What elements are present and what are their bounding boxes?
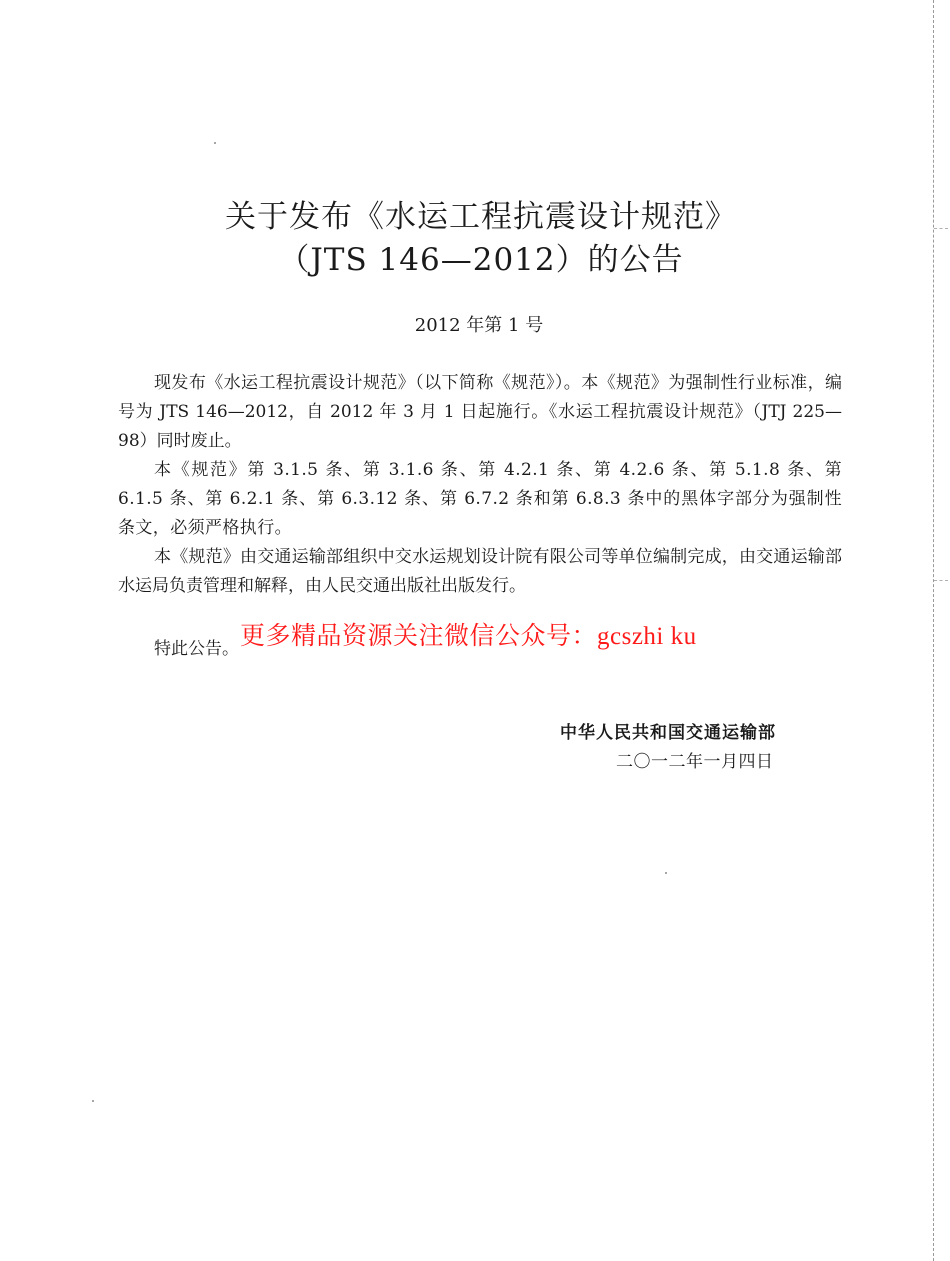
announcement-title-line1: 关于发布《水运工程抗震设计规范》 bbox=[225, 199, 737, 235]
body-paragraph-1: 现发布《水运工程抗震设计规范》（以下简称《规范》）。本《规范》为强制性行业标准，编号为 JTS 146—2012，自 2012 年 3 月 1 日起施行。《水运工程抗震设计规范》（JTJ 225—98）同时废止。 bbox=[118, 373, 842, 451]
issuing-authority: 中华人民共和国交通运输部 bbox=[560, 723, 776, 743]
red-watermark-text bbox=[240, 616, 697, 652]
closing-notice: 特此公告。 bbox=[154, 639, 239, 659]
announcement-title-line2: （JTS 146—2012）的公告 bbox=[278, 242, 684, 278]
scan-speck bbox=[92, 1100, 94, 1102]
scan-edge-line bbox=[933, 0, 934, 1261]
issue-date: 二〇一二年一月四日 bbox=[616, 752, 774, 772]
body-paragraph-3: 本《规范》由交通运输部组织中交水运规划设计院有限公司等单位编制完成，由交通运输部水运局负责管理和解释，由人民交通出版社出版发行。 bbox=[118, 547, 842, 596]
body-paragraph-2: 本《规范》第 3.1.5 条、第 3.1.6 条、第 4.2.1 条、第 4.2.6 条、第 5.1.8 条、第 6.1.5 条、第 6.2.1 条、第 6.3.12 条、第 6.7.2 条和第 6.8.3 条中的黑体字部分为强制性条文，必须严格执行。 bbox=[118, 460, 842, 538]
watermark-prefix: 更多精品资源关注微信公众号： bbox=[240, 621, 598, 650]
scan-speck bbox=[665, 872, 667, 874]
issue-number: 2012 年第 1 号 bbox=[414, 315, 544, 336]
watermark-account: gcszhi ku bbox=[597, 623, 697, 650]
scan-speck bbox=[214, 142, 216, 144]
scan-edge-tick bbox=[934, 580, 948, 581]
